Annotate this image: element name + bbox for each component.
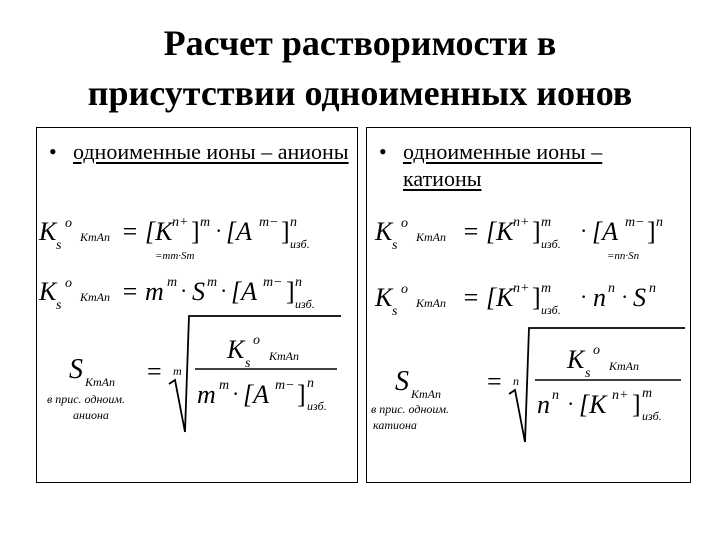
svg-text:KmAn: KmAn — [411, 387, 441, 401]
svg-text:n: n — [649, 281, 656, 296]
svg-text:]: ] — [191, 217, 200, 246]
svg-text:n: n — [513, 374, 519, 388]
svg-text:изб.: изб. — [295, 297, 315, 311]
svg-text:·: · — [215, 218, 223, 243]
svg-text:s: s — [392, 304, 398, 319]
svg-text:]: ] — [281, 217, 290, 246]
svg-text:m: m — [541, 215, 552, 230]
svg-text:s: s — [56, 298, 62, 313]
svg-text:n+: n+ — [513, 215, 530, 230]
svg-text:аниона: аниона — [73, 408, 109, 422]
svg-text:]: ] — [297, 380, 306, 409]
svg-text:KmAn: KmAn — [80, 290, 110, 304]
equation-ksp-cations-1 — [374, 215, 663, 262]
svg-text:в прис. одноим.: в прис. одноим. — [47, 392, 126, 406]
svg-text:·: · — [220, 278, 228, 303]
svg-text:KmAn: KmAn — [416, 296, 446, 310]
svg-text:=: = — [147, 357, 162, 386]
svg-text:s: s — [392, 238, 398, 253]
svg-text:m−: m− — [263, 275, 283, 290]
svg-text:m: m — [541, 281, 552, 296]
svg-text:n+: n+ — [513, 281, 530, 296]
svg-text:m: m — [219, 378, 230, 393]
svg-text:]: ] — [286, 277, 295, 306]
svg-text:o: o — [65, 216, 72, 231]
svg-text:o: o — [253, 333, 260, 348]
svg-text:изб.: изб. — [290, 237, 310, 251]
svg-text:KmAn: KmAn — [269, 349, 299, 363]
svg-text:·: · — [580, 284, 588, 309]
title-line-1: Расчет растворимости в — [163, 23, 557, 63]
svg-text:m: m — [167, 275, 178, 290]
svg-text:KmAn: KmAn — [416, 230, 446, 244]
svg-text:m−: m− — [259, 215, 279, 230]
svg-text:[A: [A — [231, 277, 257, 306]
svg-text:s: s — [585, 366, 591, 381]
svg-text:n: n — [290, 215, 297, 230]
svg-text:изб.: изб. — [541, 237, 561, 251]
svg-text:изб.: изб. — [642, 409, 662, 423]
svg-text:S: S — [69, 354, 83, 385]
svg-text:S: S — [633, 283, 646, 312]
title-line-2: присутствии одноименных ионов — [87, 73, 633, 113]
svg-text:·: · — [180, 278, 188, 303]
svg-text:o: o — [401, 282, 408, 297]
svg-text:m: m — [200, 215, 211, 230]
svg-text:m: m — [173, 364, 182, 378]
svg-text:=: = — [487, 367, 502, 396]
bullet-dot: • — [49, 139, 57, 164]
svg-text:= [K: = [K — [121, 217, 173, 246]
svg-text:n: n — [608, 281, 615, 296]
svg-text:K: K — [375, 217, 393, 246]
slide-title — [0, 18, 720, 118]
svg-text:K: K — [567, 345, 585, 374]
svg-text:n: n — [656, 215, 663, 230]
svg-text:m: m — [207, 275, 218, 290]
svg-text:K: K — [39, 217, 57, 246]
svg-text:изб.: изб. — [541, 303, 561, 317]
svg-text:S: S — [395, 366, 409, 397]
svg-text:[A: [A — [226, 217, 252, 246]
svg-text:s: s — [245, 356, 251, 371]
panel-cations — [366, 127, 691, 483]
svg-text:= [K: = [K — [462, 283, 514, 312]
svg-text:m−: m− — [625, 215, 645, 230]
svg-text:изб.: изб. — [307, 399, 327, 413]
svg-text:K: K — [39, 277, 57, 306]
formulas-cations — [367, 128, 692, 484]
equation-ksp-anions-1 — [38, 215, 310, 262]
svg-text:m: m — [642, 386, 653, 401]
svg-text:·: · — [567, 391, 575, 416]
svg-text:n: n — [537, 390, 550, 419]
panel-anions — [36, 127, 358, 483]
svg-text:·: · — [621, 284, 629, 309]
svg-text:=mm·Sm: =mm·Sm — [155, 250, 195, 262]
svg-text:[A: [A — [592, 217, 618, 246]
equation-ksp-anions-2 — [38, 275, 315, 313]
bullet-cations-text: одноименные ионы – катионы — [403, 139, 603, 191]
svg-text:n+: n+ — [172, 215, 189, 230]
svg-text:[A: [A — [243, 380, 269, 409]
equation-ksp-cations-2 — [374, 281, 656, 319]
svg-text:= [K: = [K — [462, 217, 514, 246]
svg-text:n: n — [593, 283, 606, 312]
svg-text:o: o — [65, 276, 72, 291]
svg-text:]: ] — [632, 390, 641, 419]
svg-text:]: ] — [532, 217, 541, 246]
svg-text:KmAn: KmAn — [80, 230, 110, 244]
svg-text:[K: [K — [579, 390, 607, 419]
svg-text:n: n — [307, 376, 314, 391]
svg-text:m: m — [197, 380, 216, 409]
svg-text:катиона: катиона — [373, 418, 417, 432]
svg-text:]: ] — [647, 217, 656, 246]
svg-text:o: o — [593, 343, 600, 358]
formulas-anions — [37, 128, 359, 484]
svg-text:S: S — [192, 277, 205, 306]
svg-text:K: K — [227, 335, 245, 364]
svg-text:K: K — [375, 283, 393, 312]
svg-text:в прис. одноим.: в прис. одноим. — [371, 402, 450, 416]
svg-text:KmAn: KmAn — [85, 375, 115, 389]
svg-text:n: n — [552, 388, 559, 403]
svg-text:KmAn: KmAn — [609, 359, 639, 373]
equation-solubility-anions — [47, 316, 341, 432]
bullet-anions-text: одноименные ионы – анионы — [73, 139, 349, 164]
svg-text:·: · — [580, 218, 588, 243]
svg-text:s: s — [56, 238, 62, 253]
svg-text:= m: = m — [121, 277, 164, 306]
svg-text:=nn·Sn: =nn·Sn — [607, 250, 640, 262]
svg-text:n+: n+ — [612, 388, 629, 403]
svg-text:]: ] — [532, 283, 541, 312]
equation-solubility-cations — [371, 328, 685, 442]
svg-text:n: n — [295, 275, 302, 290]
svg-text:o: o — [401, 216, 408, 231]
svg-text:m−: m− — [275, 378, 295, 393]
svg-text:·: · — [232, 381, 240, 406]
bullet-dot: • — [379, 139, 387, 164]
